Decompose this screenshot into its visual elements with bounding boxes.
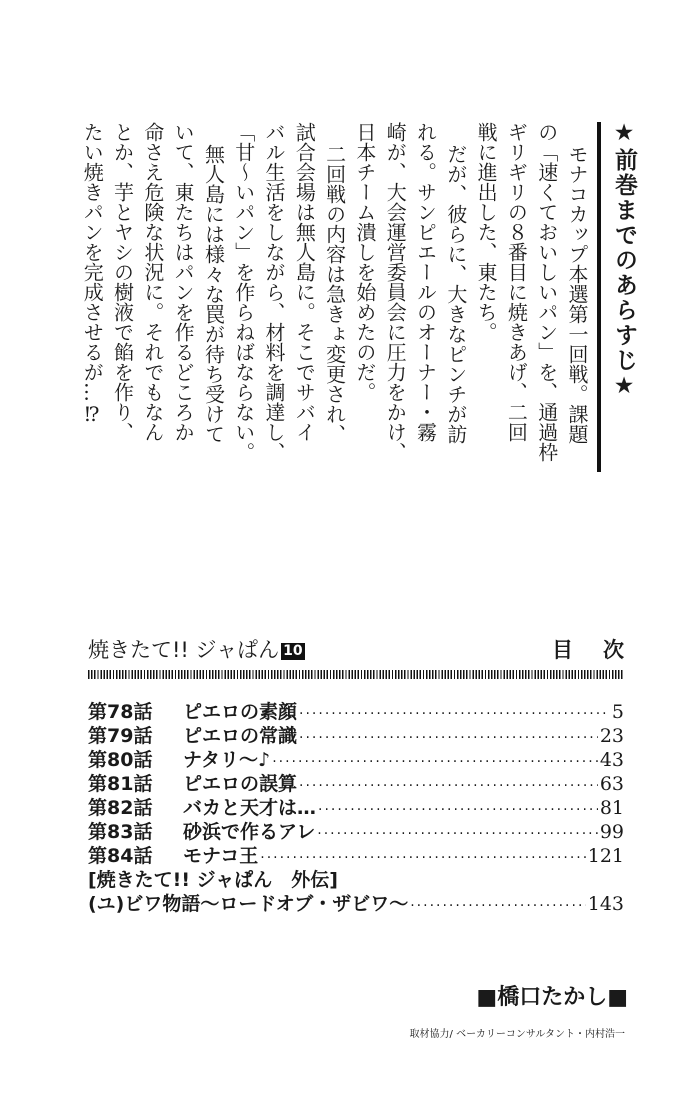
gaiden-header-text: [焼きたて!! ジャぱん 外伝]: [88, 869, 338, 891]
synopsis-line: とか、芋とヤシの樹液で餡を作り、: [110, 122, 135, 442]
page-number: 99: [599, 821, 624, 843]
synopsis-line: 命さえ危険な状況に。それでもなん: [140, 122, 165, 442]
dot-leader: [260, 850, 585, 866]
synopsis-line: 戦に進出した、東たち。: [474, 122, 499, 342]
toc-entry: [88, 817, 624, 841]
tick-rule-divider: [88, 670, 624, 679]
synopsis-line: ギリギリの８番目に焼きあげ、二回: [504, 122, 529, 442]
chapter-title: ピエロの誤算: [183, 773, 298, 795]
page-number: 143: [587, 893, 624, 915]
chapter-title: バカと天才は…: [183, 797, 317, 819]
toc-entry-gaiden: [88, 889, 624, 913]
toc-entry: [88, 793, 624, 817]
synopsis-line: 日本チーム潰しを始めたのだ。: [352, 122, 377, 402]
table-of-contents: [88, 636, 654, 915]
chapter-number: 第84話: [88, 845, 153, 867]
synopsis-line: バル生活をしながら、材料を調達し、: [262, 122, 287, 462]
synopsis-text: [77, 122, 592, 492]
synopsis-line: 試合会場は無人島に。そこでサバイ: [292, 122, 317, 442]
chapter-title: モナコ王: [183, 845, 259, 867]
dot-leader: [318, 802, 598, 818]
toc-entry: [88, 769, 624, 793]
chapter-title: 砂浜で作るアレ: [183, 821, 316, 843]
dot-leader: [299, 778, 598, 794]
volume-badge: 10: [283, 643, 303, 659]
toc-header: [88, 636, 654, 664]
page-number: 23: [599, 725, 624, 747]
page-number: 81: [599, 797, 624, 819]
chapter-number: 第81話: [88, 773, 153, 795]
chapter-title: ナタリ〜♪: [183, 749, 271, 771]
synopsis-line: 崎が、大会運営委員会に圧力をかけ、: [383, 122, 408, 462]
toc-entry: [88, 697, 624, 721]
chapter-number: 第79話: [88, 725, 153, 747]
page-number: 63: [599, 773, 624, 795]
dot-leader: [299, 706, 610, 722]
synopsis-line: 「甘〜いパン」を作らねばならない。: [231, 122, 256, 462]
dot-leader: [317, 826, 598, 842]
contents-label: 目次: [552, 638, 654, 662]
gaiden-header: [88, 865, 624, 889]
chapter-number: 第80話: [88, 749, 153, 771]
toc-entry: [88, 745, 624, 769]
synopsis-line: だが、彼らに、大きなピンチが訪: [443, 144, 468, 444]
toc-entry: [88, 841, 624, 865]
chapter-title: ピエロの素顔: [183, 701, 298, 723]
chapter-number: 第82話: [88, 797, 153, 819]
toc-entry: [88, 721, 624, 745]
page-number: 43: [599, 749, 624, 771]
synopsis-line: の「速くておいしいパン」を、通過枠: [534, 122, 559, 462]
dot-leader: [272, 754, 598, 770]
chapter-number: 第78話: [88, 701, 153, 723]
synopsis-heading: ★前巻までのあらすじ★: [611, 120, 637, 401]
series-title: [88, 634, 305, 664]
dot-leader: [299, 730, 598, 746]
synopsis-line: いて、東たちはパンを作るどころか: [171, 122, 196, 442]
chapter-number: 第83話: [88, 821, 153, 843]
synopsis-line: たい焼きパンを完成させるが…⁉: [80, 122, 105, 426]
dot-leader: [410, 898, 586, 914]
research-credit: 取材協力/ ベーカリーコンサルタント・内村浩一: [409, 1029, 625, 1040]
synopsis-line: 無人島には様々な罠が待ち受けて: [201, 144, 226, 444]
synopsis-divider: [597, 122, 601, 472]
series-title-text: 焼きたて!! ジャぱん: [88, 638, 280, 662]
synopsis-line: 二回戦の内容は急きょ変更され、: [322, 144, 347, 444]
synopsis-line: れる。サンピエールのオーナー・霧: [413, 122, 438, 442]
synopsis-line: モナコカップ本選第一回戦。課題: [565, 144, 589, 444]
gaiden-title: (ユ)ビワ物語〜ロードオブ・ザビワ〜: [88, 893, 409, 915]
page-number: 121: [587, 845, 624, 867]
author-name: ■橋口たかし■: [476, 985, 628, 1010]
chapter-title: ピエロの常識: [183, 725, 298, 747]
page-number: 5: [611, 701, 624, 723]
